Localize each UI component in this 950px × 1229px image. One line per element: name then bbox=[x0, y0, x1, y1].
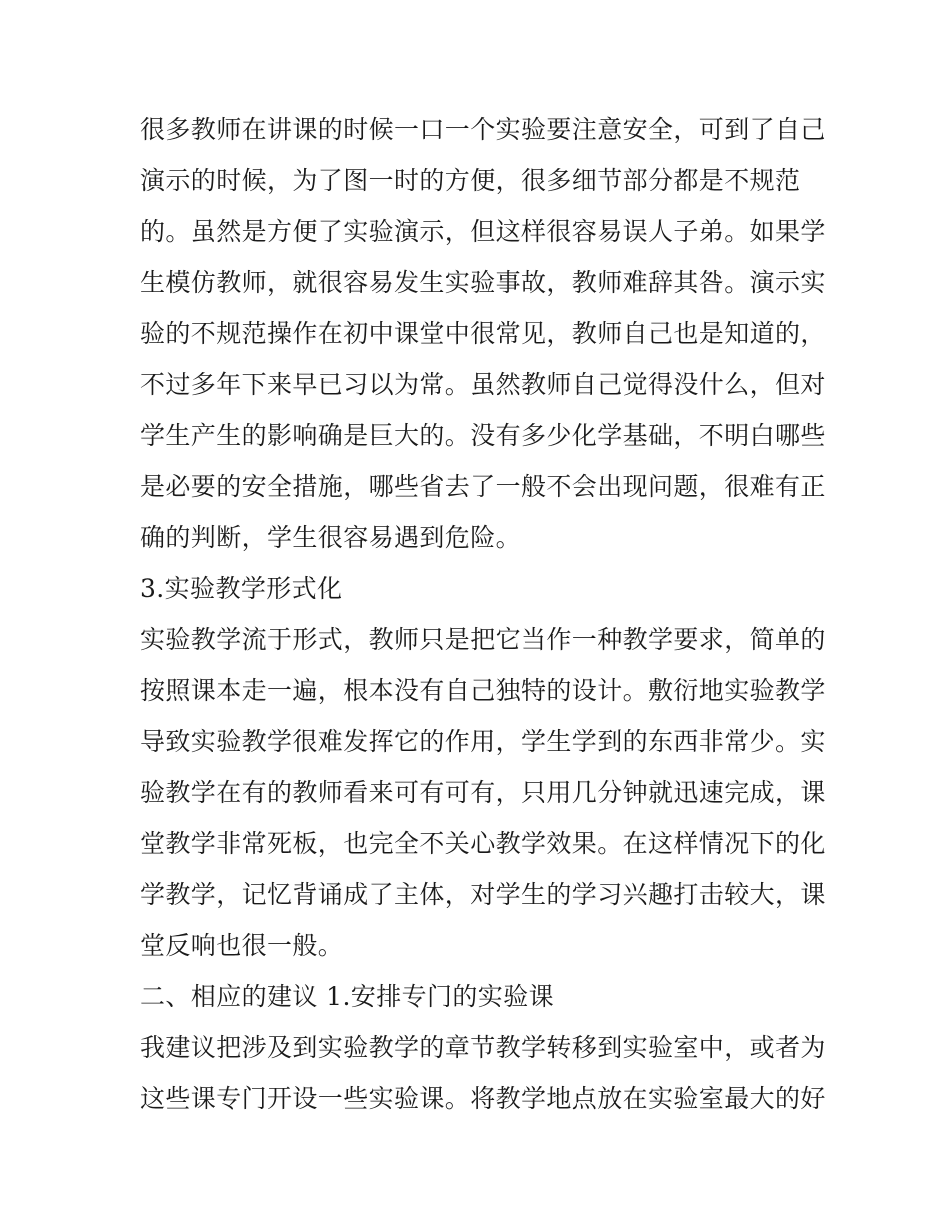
text-line: 实验教学流于形式，教师只是把它当作一种教学要求，简单的 bbox=[140, 625, 826, 654]
text-line: 生模仿教师，就很容易发生实验事故，教师难辞其咎。演示实 bbox=[140, 268, 826, 297]
text-line: 堂反响也很一般。 bbox=[140, 931, 344, 960]
text-line: 不过多年下来早已习以为常。虽然教师自己觉得没什么，但对 bbox=[140, 370, 826, 399]
text-line: 导致实验教学很难发挥它的作用，学生学到的东西非常少。实 bbox=[140, 727, 826, 756]
text-line: 确的判断，学生很容易遇到危险。 bbox=[140, 523, 522, 552]
section-heading: 二、相应的建议 1.安排专门的实验课 bbox=[140, 982, 555, 1011]
text-line: 的。虽然是方便了实验演示，但这样很容易误人子弟。如果学 bbox=[140, 217, 826, 246]
section-heading: 3.实验教学形式化 bbox=[140, 574, 343, 603]
text-line: 这些课专门开设一些实验课。将教学地点放在实验室最大的好 bbox=[140, 1084, 826, 1113]
text-line: 演示的时候，为了图一时的方便，很多细节部分都是不规范 bbox=[140, 166, 801, 195]
text-line: 是必要的安全措施，哪些省去了一般不会出现问题，很难有正 bbox=[140, 472, 826, 501]
text-line: 我建议把涉及到实验教学的章节教学转移到实验室中，或者为 bbox=[140, 1033, 826, 1062]
text-line: 验的不规范操作在初中课堂中很常见，教师自己也是知道的， bbox=[140, 319, 826, 348]
text-line: 学生产生的影响确是巨大的。没有多少化学基础，不明白哪些 bbox=[140, 421, 826, 450]
text-line: 按照课本走一遍，根本没有自己独特的设计。敷衍地实验教学 bbox=[140, 676, 826, 705]
text-line: 学教学，记忆背诵成了主体，对学生的学习兴趣打击较大，课 bbox=[140, 880, 826, 909]
text-line: 验教学在有的教师看来可有可有，只用几分钟就迅速完成，课 bbox=[140, 778, 826, 807]
text-line: 很多教师在讲课的时候一口一个实验要注意安全，可到了自己 bbox=[140, 115, 826, 144]
text-line: 堂教学非常死板，也完全不关心教学效果。在这样情况下的化 bbox=[140, 829, 826, 858]
